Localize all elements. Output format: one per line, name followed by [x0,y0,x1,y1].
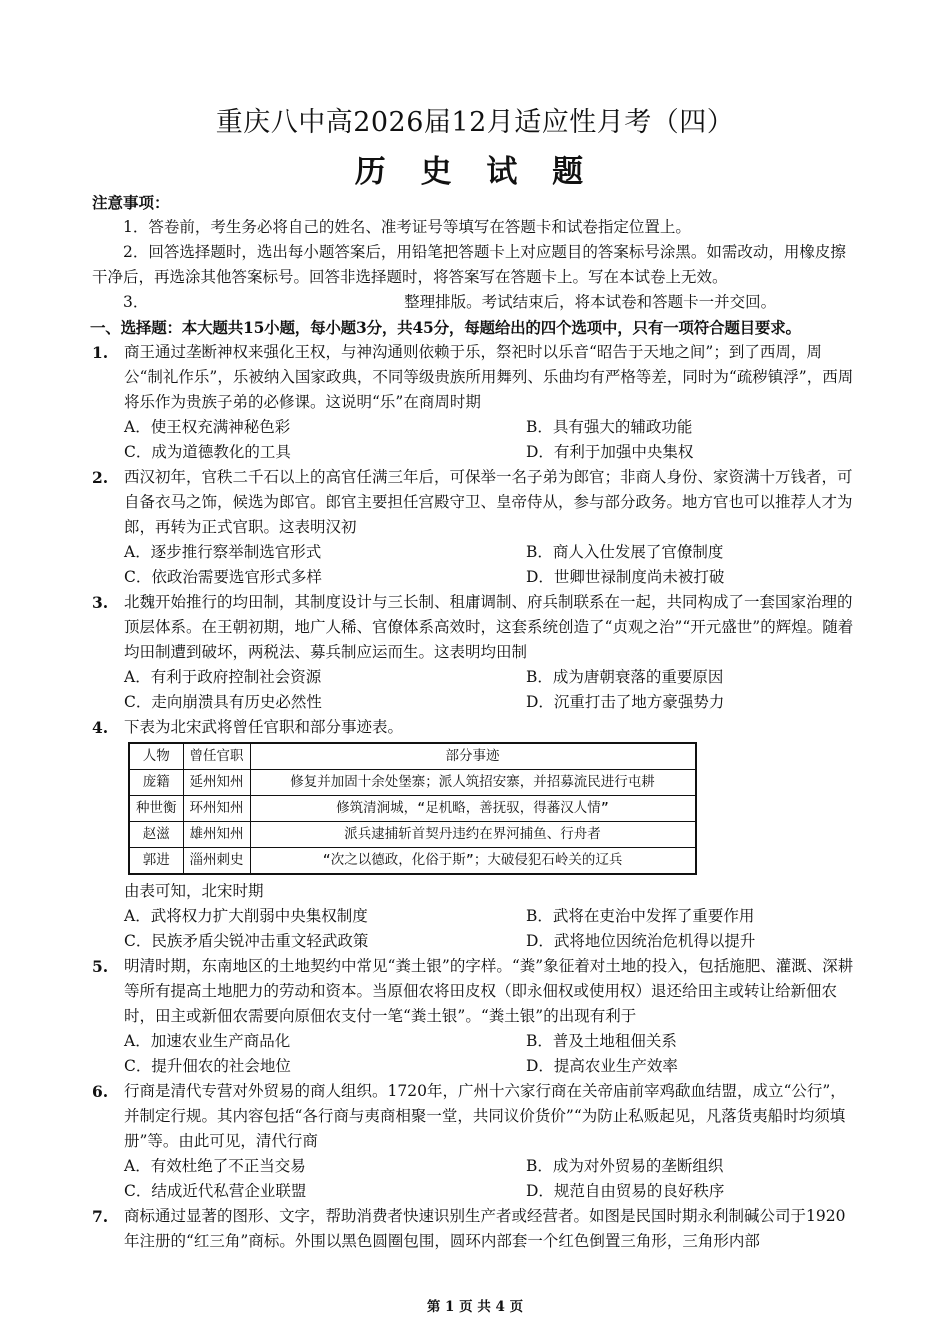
exam-title: 重庆八中高2026届12月适应性月考（四） [215,107,735,138]
table-header-cell: 曾任官职 [183,743,250,770]
option-b[interactable]: B．普及土地租佃关系 [526,1032,677,1050]
question-number: 2. [92,468,109,487]
notice-item-1: 1．答卷前，考生务必将自己的姓名、准考证号等填写在答题卡和试卷指定位置上。 [123,218,691,236]
option-d[interactable]: D．沉重打击了地方豪强势力 [526,693,725,711]
option-a[interactable]: A．有效杜绝了不正当交易 [124,1157,306,1175]
table-header-row [129,743,696,770]
question-7 [92,1204,860,1254]
question-stem: 下表为北宋武将曾任官职和部分事迹表。 [124,718,404,736]
option-a[interactable]: A．武将权力扩大削弱中央集权制度 [124,907,368,925]
option-b[interactable]: B．商人入仕发展了官僚制度 [526,543,724,561]
option-c[interactable]: C．走向崩溃具有历史必然性 [124,693,322,711]
table-cell: 派兵逮捕斩首契丹违约在界河捕鱼、行舟者 [250,822,696,848]
question-stem: 行商是清代专营对外贸易的商人组织。1720年，广州十六家行商在关帝庙前宰鸡歃血结盟，成立“公行”，并制定行规。其内容包括“各行商与夷商相聚一堂，共同议价货价”“为防止私贩起见，凡落货夷船时均须填册”等。由此可见，清代行商 [124,1082,846,1150]
question-options [92,1154,860,1204]
option-a[interactable]: A．有利于政府控制社会资源 [124,668,322,686]
question-number: 1. [92,343,109,362]
general-record-table [128,742,697,875]
option-d[interactable]: D．世卿世禄制度尚未被打破 [526,568,725,586]
question-options [92,665,860,715]
table-row [129,796,696,822]
table-header-cell: 部分事迹 [250,743,696,770]
table-cell: 雄州知州 [183,822,250,848]
option-d[interactable]: D．提高农业生产效率 [526,1057,678,1075]
question-after-text: 由表可知，北宋时期 [124,882,264,900]
table-row [129,848,696,875]
option-d[interactable]: D．规范自由贸易的良好秩序 [526,1182,725,1200]
option-d[interactable]: D．有利于加强中央集权 [526,443,694,461]
question-number: 5. [92,957,109,976]
option-b[interactable]: B．具有强大的辅政功能 [526,418,693,436]
table-header-cell: 人物 [129,743,183,770]
option-c[interactable]: C．成为道德教化的工具 [124,443,291,461]
question-number: 6. [92,1082,109,1101]
table-cell: 赵滋 [129,822,183,848]
question-stem: 明清时期，东南地区的土地契约中常见“粪土银”的字样。“粪”象征着对土地的投入，包括施肥、灌溉、深耕等所有提高土地肥力的劳动和资本。当原佃农将田皮权（即永佃权或使用权）退还给田主或转让给新佃农时，田主或新佃农需要向原佃农支付一笔“粪土银”。“粪土银”的出现有利于 [124,957,854,1025]
notice-heading: 注意事项： [92,193,170,212]
question-4 [92,715,860,954]
option-a[interactable]: A．加速农业生产商品化 [124,1032,291,1050]
table-row [129,822,696,848]
option-b[interactable]: B．成为唐朝衰落的重要原因 [526,668,724,686]
question-3 [92,590,860,715]
question-options [92,1029,860,1079]
option-a[interactable]: A．使王权充满神秘色彩 [124,418,291,436]
subject-title: 历 史 试 题 [354,154,596,190]
table-cell: 修筑清涧城，“足机略，善抚驭，得蕃汉人情” [250,796,696,822]
option-a[interactable]: A．逐步推行察举制选官形式 [124,543,322,561]
table-cell: 延州知州 [183,770,250,796]
table-cell: 淄州刺史 [183,848,250,875]
page-footer: 第 1 页 共 4 页 [426,1299,524,1315]
table-cell: 种世衡 [129,796,183,822]
option-c[interactable]: C．结成近代私营企业联盟 [124,1182,307,1200]
question-2 [92,465,860,590]
table-cell: 郭进 [129,848,183,875]
question-stem: 西汉初年，官秩二千石以上的高官任满三年后，可保举一名子弟为郎官；非商人身份、家资满十万钱者，可自备衣马之饰，候选为郎官。郎官主要担任宫殿守卫、皇帝侍从，参与部分政务。地方官也可以推荐人才为郎，再转为正式官职。这表明汉初 [124,468,853,536]
table-cell: “次之以德政，化俗于斯”；大破侵犯石岭关的辽兵 [250,848,696,875]
question-stem: 商标通过显著的图形、文字，帮助消费者快速识别生产者或经营者。如图是民国时期永利制碱公司于1920年注册的“红三角”商标。外围以黑色圆圈包围，圆环内部套一个红色倒置三角形，三角形内部 [124,1207,846,1250]
question-options [92,540,860,590]
question-options [92,904,860,954]
option-c[interactable]: C．依政治需要选官形式多样 [124,568,322,586]
table-row [129,770,696,796]
question-number: 4. [92,718,109,737]
table-cell: 环州知州 [183,796,250,822]
question-number: 7. [92,1207,109,1226]
question-stem: 北魏开始推行的均田制，其制度设计与三长制、租庸调制、府兵制联系在一起，共同构成了一套国家治理的顶层体系。在王朝初期，地广人稀、官僚体系高效时，这套系统创造了“贞观之治”“开元盛世”的辉煌。随着均田制遭到破坏，两税法、募兵制应运而生。这表明均田制 [124,593,854,661]
question-6 [92,1079,860,1204]
question-5 [92,954,860,1079]
question-stem: 商王通过垄断神权来强化王权，与神沟通则依赖于乐，祭祀时以乐音“昭告于天地之间”；到了西周，周公“制礼作乐”，乐被纳入国家政典，不同等级贵族所用舞列、乐曲均有严格等差，同时为“疏秽镇浮”，西周将乐作为贵族子弟的必修课。这说明“乐”在商周时期 [124,343,854,411]
table-cell: 修复并加固十余处堡寨；派人筑招安寨，并招募流民进行屯耕 [250,770,696,796]
notice-item-2: 2．回答选择题时，选出每小题答案后，用铅笔把答题卡上对应题目的答案标号涂黑。如需改动，用橡皮擦干净后，再选涂其他答案标号。回答非选择题时，将答案写在答题卡上。写在本试卷上无效。 [92,243,846,286]
option-b[interactable]: B．成为对外贸易的垄断组织 [526,1157,724,1175]
option-c[interactable]: C．民族矛盾尖锐冲击重文轻武政策 [124,932,369,950]
table-cell: 庞籍 [129,770,183,796]
question-options [92,415,860,465]
option-d[interactable]: D．武将地位因统治危机得以提升 [526,932,756,950]
option-b[interactable]: B．武将在吏治中发挥了重要作用 [526,907,755,925]
section-heading: 一、选择题：本大题共15小题，每小题3分，共45分，每题给出的四个选项中，只有一项符合题目要求。 [90,318,801,337]
page-content [92,190,860,1254]
option-c[interactable]: C．提升佃农的社会地位 [124,1057,291,1075]
notice-item-3: 3． 整理排版。考试结束后，将本试卷和答题卡一并交回。 [123,293,777,311]
question-number: 3. [92,593,109,612]
question-1 [92,340,860,465]
